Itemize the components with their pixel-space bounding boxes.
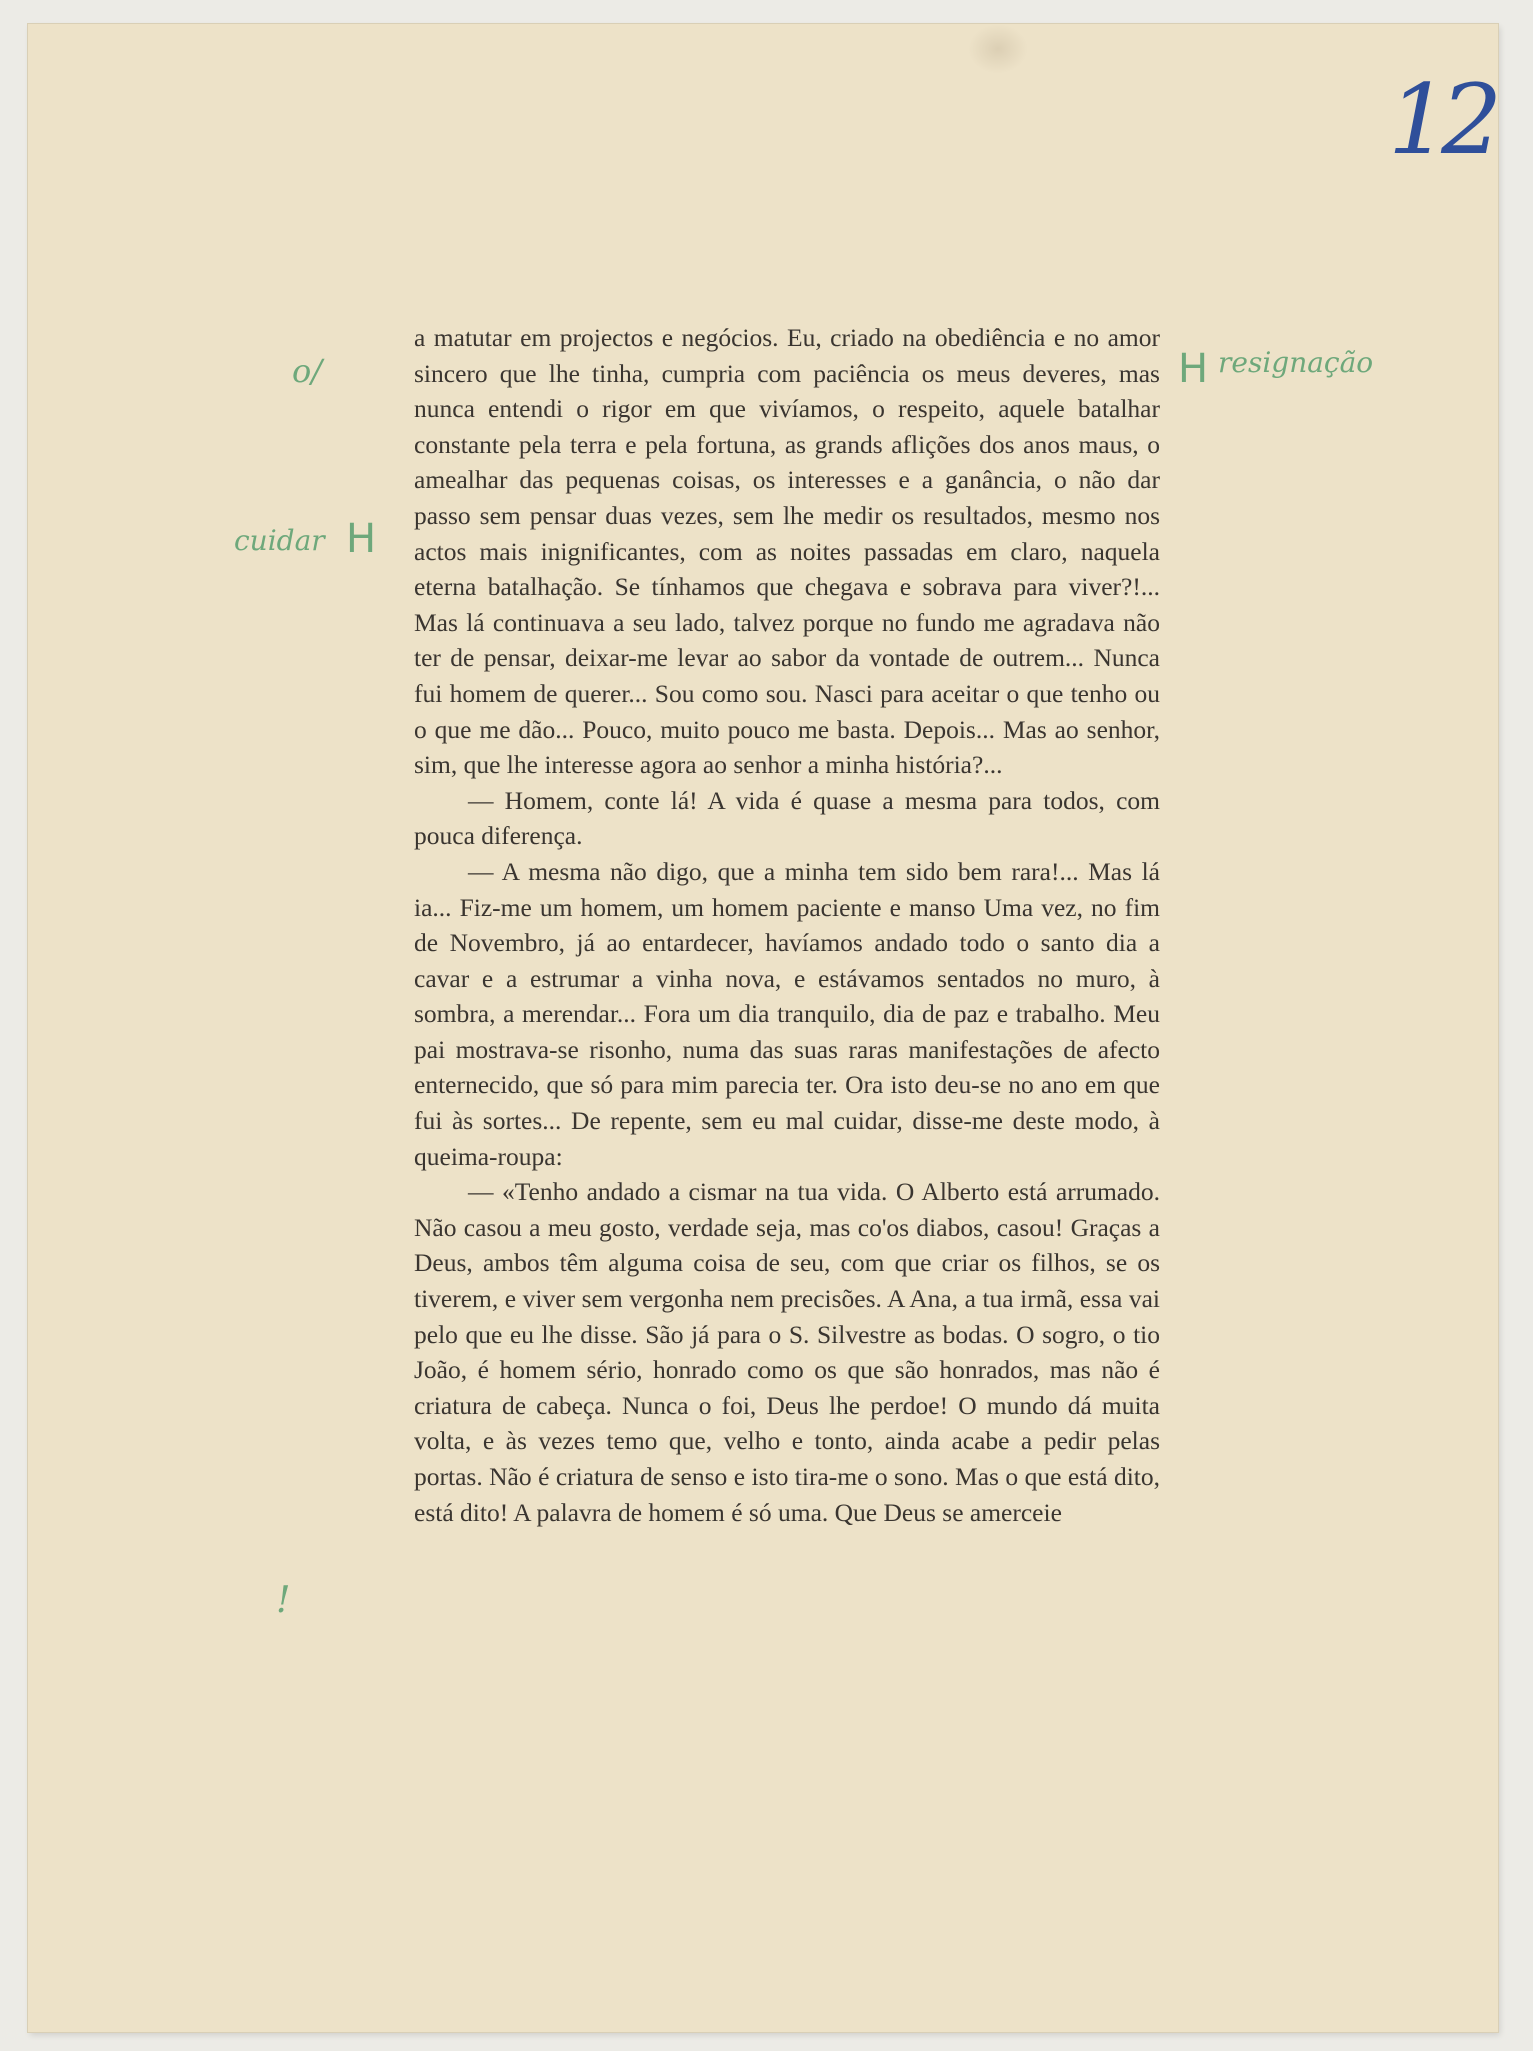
page-number: 12 [1388,64,1495,176]
margin-note-right-1: resignação [1218,346,1374,379]
paper-stain [968,24,1028,74]
margin-note-left-3: ! [276,1580,291,1621]
margin-note-left-2: cuidar [234,524,325,557]
manuscript-page [28,24,1498,2032]
body-text [414,320,1160,1530]
margin-note-left-1: o/ [292,352,323,390]
paragraph-3: — A mesma não digo, que a minha tem sido bem rara!... Mas lá ia... Fiz-me um homem, um homem paciente e manso Uma vez, no fim de Novembro, já ao entardecer, havíamos andado todo o santo dia a cavar e a estrumar a vinha nova, e estávamos sentados no muro, à sombra, a merendar... Fora um dia tranquilo, dia de paz e trabalho. Meu pai mostrava-se risonho, numa das suas raras manifestações de afecto enternecido, que só para mim parecia ter. Ora isto deu-se no ano em que fui às sortes... De repente, sem eu mal cuidar, disse-me deste modo, à queima-roupa: [414,856,1160,1171]
paragraph-2: — Homem, conte lá! A vida é quase a mesma para todos, com pouca diferença. [414,785,1160,851]
paragraph-1: a matutar em projectos e negócios. Eu, criado na obediência e no amor sincero que lhe tinha, cumpria com paciência os meus deveres, mas nunca entendi o rigor em que vivíamos, o respeito, aquele batalhar constante pela terra e pela fortuna, as grands aflições dos anos maus, o amealhar das pequenas coisas, os interesses e a ganância, o não dar passo sem pensar duas vezes, sem lhe medir os resultados, mesmo nos actos mais inignificantes, com as noites passadas em claro, naquela eterna batalhação. Se tínhamos que chegava e sobrava para viver?!... Mas lá continuava a seu lado, talvez porque no fundo me agradava não ter de pensar, deixar-me levar ao sabor da vontade de outrem... Nunca fui homem de querer... Sou como sou. Nasci para aceitar o que tenho ou o que me dão... Pouco, muito pouco me basta. Depois... Mas ao senhor, sim, que lhe interesse agora ao senhor a minha história?... [414,323,1160,780]
margin-mark-left-2: H [346,516,377,562]
paragraph-4: — «Tenho andado a cismar na tua vida. O Alberto está arrumado. Não casou a meu gosto, verdade seja, mas co'os diabos, casou! Graças a Deus, ambos têm alguma coisa de seu, com que criar os filhos, se os tiverem, e viver sem vergonha nem precisões. A Ana, a tua irmã, essa vai pelo que eu lhe disse. São já para o S. Silvestre as bodas. O sogro, o tio João, é homem sério, honrado como os que são honrados, mas não é criatura de cabeça. Nunca o foi, Deus lhe perdoe! O mundo dá muita volta, e às vezes temo que, velho e tonto, ainda acabe a pedir pelas portas. Não é criatura de senso e isto tira-me o sono. Mas o que está dito, está dito! A palavra de homem é só uma. Que Deus se amerceie [414,1177,1160,1527]
margin-mark-right-1: H [1178,346,1209,392]
